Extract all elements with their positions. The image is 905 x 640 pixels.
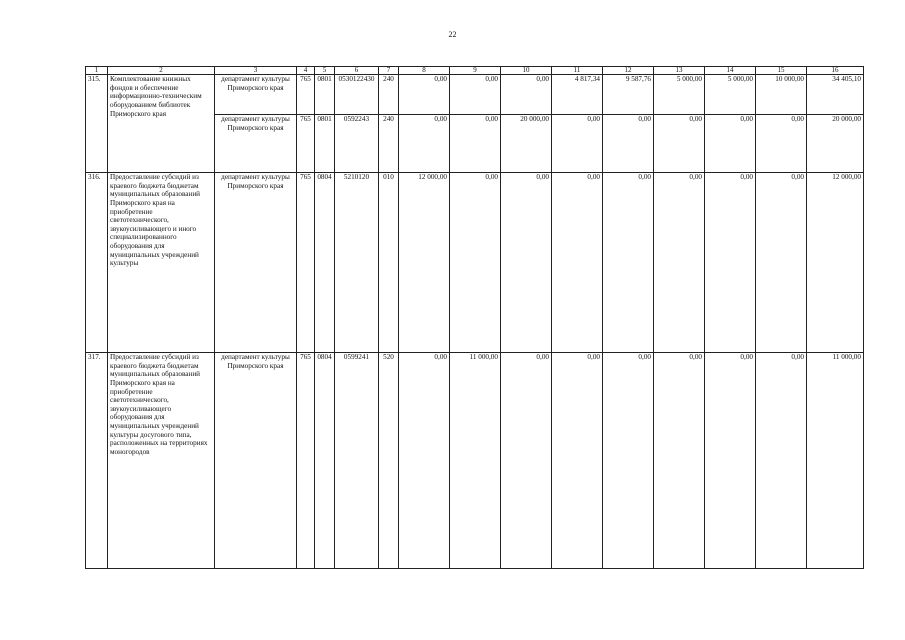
amount-cell: 0,00 (654, 173, 705, 353)
amount-cell: 0,00 (705, 173, 756, 353)
col-number: 9 (450, 67, 501, 75)
col-number: 1 (86, 67, 108, 75)
col-number: 10 (501, 67, 552, 75)
amount-cell: 0,00 (603, 173, 654, 353)
vr-cell: 240 (379, 115, 399, 173)
amount-cell: 9 587,76 (603, 75, 654, 115)
amount-cell: 0,00 (501, 353, 552, 569)
col-number: 15 (756, 67, 807, 75)
amount-cell: 4 817,34 (552, 75, 603, 115)
amount-cell: 0,00 (399, 353, 450, 569)
amount-cell: 20 000,00 (501, 115, 552, 173)
amount-cell: 0,00 (756, 115, 807, 173)
rzpr-cell: 0804 (315, 173, 335, 353)
amount-cell: 0,00 (552, 353, 603, 569)
executor-cell: департамент культуры Приморского края (215, 115, 297, 173)
col-number: 12 (603, 67, 654, 75)
amount-cell: 0,00 (756, 173, 807, 353)
amount-cell: 12 000,00 (399, 173, 450, 353)
amount-cell: 0,00 (450, 173, 501, 353)
executor-cell: департамент культуры Приморского края (215, 75, 297, 115)
amount-cell: 0,00 (654, 353, 705, 569)
total-cell: 12 000,00 (807, 173, 864, 353)
amount-cell: 10 000,00 (756, 75, 807, 115)
rzpr-cell: 0801 (315, 115, 335, 173)
amount-cell: 0,00 (705, 115, 756, 173)
rzpr-cell: 0804 (315, 353, 335, 569)
amount-cell: 5 000,00 (654, 75, 705, 115)
col-number: 14 (705, 67, 756, 75)
amount-cell: 0,00 (552, 115, 603, 173)
page-number: 22 (448, 30, 457, 39)
amount-cell: 0,00 (399, 115, 450, 173)
grbs-cell: 765 (297, 115, 315, 173)
total-cell: 11 000,00 (807, 353, 864, 569)
row-number: 316. (86, 173, 108, 353)
col-number: 8 (399, 67, 450, 75)
row-number: 317. (86, 353, 108, 569)
executor-cell: департамент культуры Приморского края (215, 173, 297, 353)
total-cell: 20 000,00 (807, 115, 864, 173)
amount-cell: 0,00 (654, 115, 705, 173)
amount-cell: 0,00 (501, 75, 552, 115)
executor-cell: департамент культуры Приморского края (215, 353, 297, 569)
grbs-cell: 765 (297, 75, 315, 115)
rzpr-cell: 0801 (315, 75, 335, 115)
col-number: 7 (379, 67, 399, 75)
csr-cell: 5210120 (335, 173, 379, 353)
row-description: Предоставление субсидий из краевого бюджета бюджетам муниципальных образований Приморского края на приобретение светотехнического, звукоусиливающего оборудования для муниципальных учреждений культуры досугового типа, расположенных на территориях моногородов (108, 353, 215, 569)
amount-cell: 5 000,00 (705, 75, 756, 115)
table-row (86, 353, 864, 569)
csr-cell: 0592243 (335, 115, 379, 173)
amount-cell: 0,00 (552, 173, 603, 353)
amount-cell: 0,00 (399, 75, 450, 115)
budget-table (85, 66, 864, 569)
amount-cell: 0,00 (501, 173, 552, 353)
grbs-cell: 765 (297, 173, 315, 353)
table-row (86, 173, 864, 353)
row-description: Предоставление субсидий из краевого бюджета бюджетам муниципальных образований Приморского края на приобретение светотехнического, звукоусиливающего и иного специализированного оборудования для муниципальных учреждений культуры (108, 173, 215, 353)
col-number: 16 (807, 67, 864, 75)
amount-cell: 0,00 (756, 353, 807, 569)
column-number-row (86, 67, 864, 75)
vr-cell: 240 (379, 75, 399, 115)
amount-cell: 11 000,00 (450, 353, 501, 569)
table-row (86, 75, 864, 115)
col-number: 5 (315, 67, 335, 75)
col-number: 2 (108, 67, 215, 75)
amount-cell: 0,00 (450, 75, 501, 115)
amount-cell: 0,00 (705, 353, 756, 569)
csr-cell: 0530122430 (335, 75, 379, 115)
row-description: Комплектование книжных фондов и обеспечение информационно-техническим оборудованием библиотек Приморского края (108, 75, 215, 173)
amount-cell: 0,00 (450, 115, 501, 173)
col-number: 4 (297, 67, 315, 75)
amount-cell: 0,00 (603, 353, 654, 569)
col-number: 13 (654, 67, 705, 75)
vr-cell: 520 (379, 353, 399, 569)
total-cell: 34 405,10 (807, 75, 864, 115)
csr-cell: 0599241 (335, 353, 379, 569)
row-number: 315. (86, 75, 108, 173)
vr-cell: 010 (379, 173, 399, 353)
amount-cell: 0,00 (603, 115, 654, 173)
col-number: 6 (335, 67, 379, 75)
grbs-cell: 765 (297, 353, 315, 569)
col-number: 3 (215, 67, 297, 75)
col-number: 11 (552, 67, 603, 75)
